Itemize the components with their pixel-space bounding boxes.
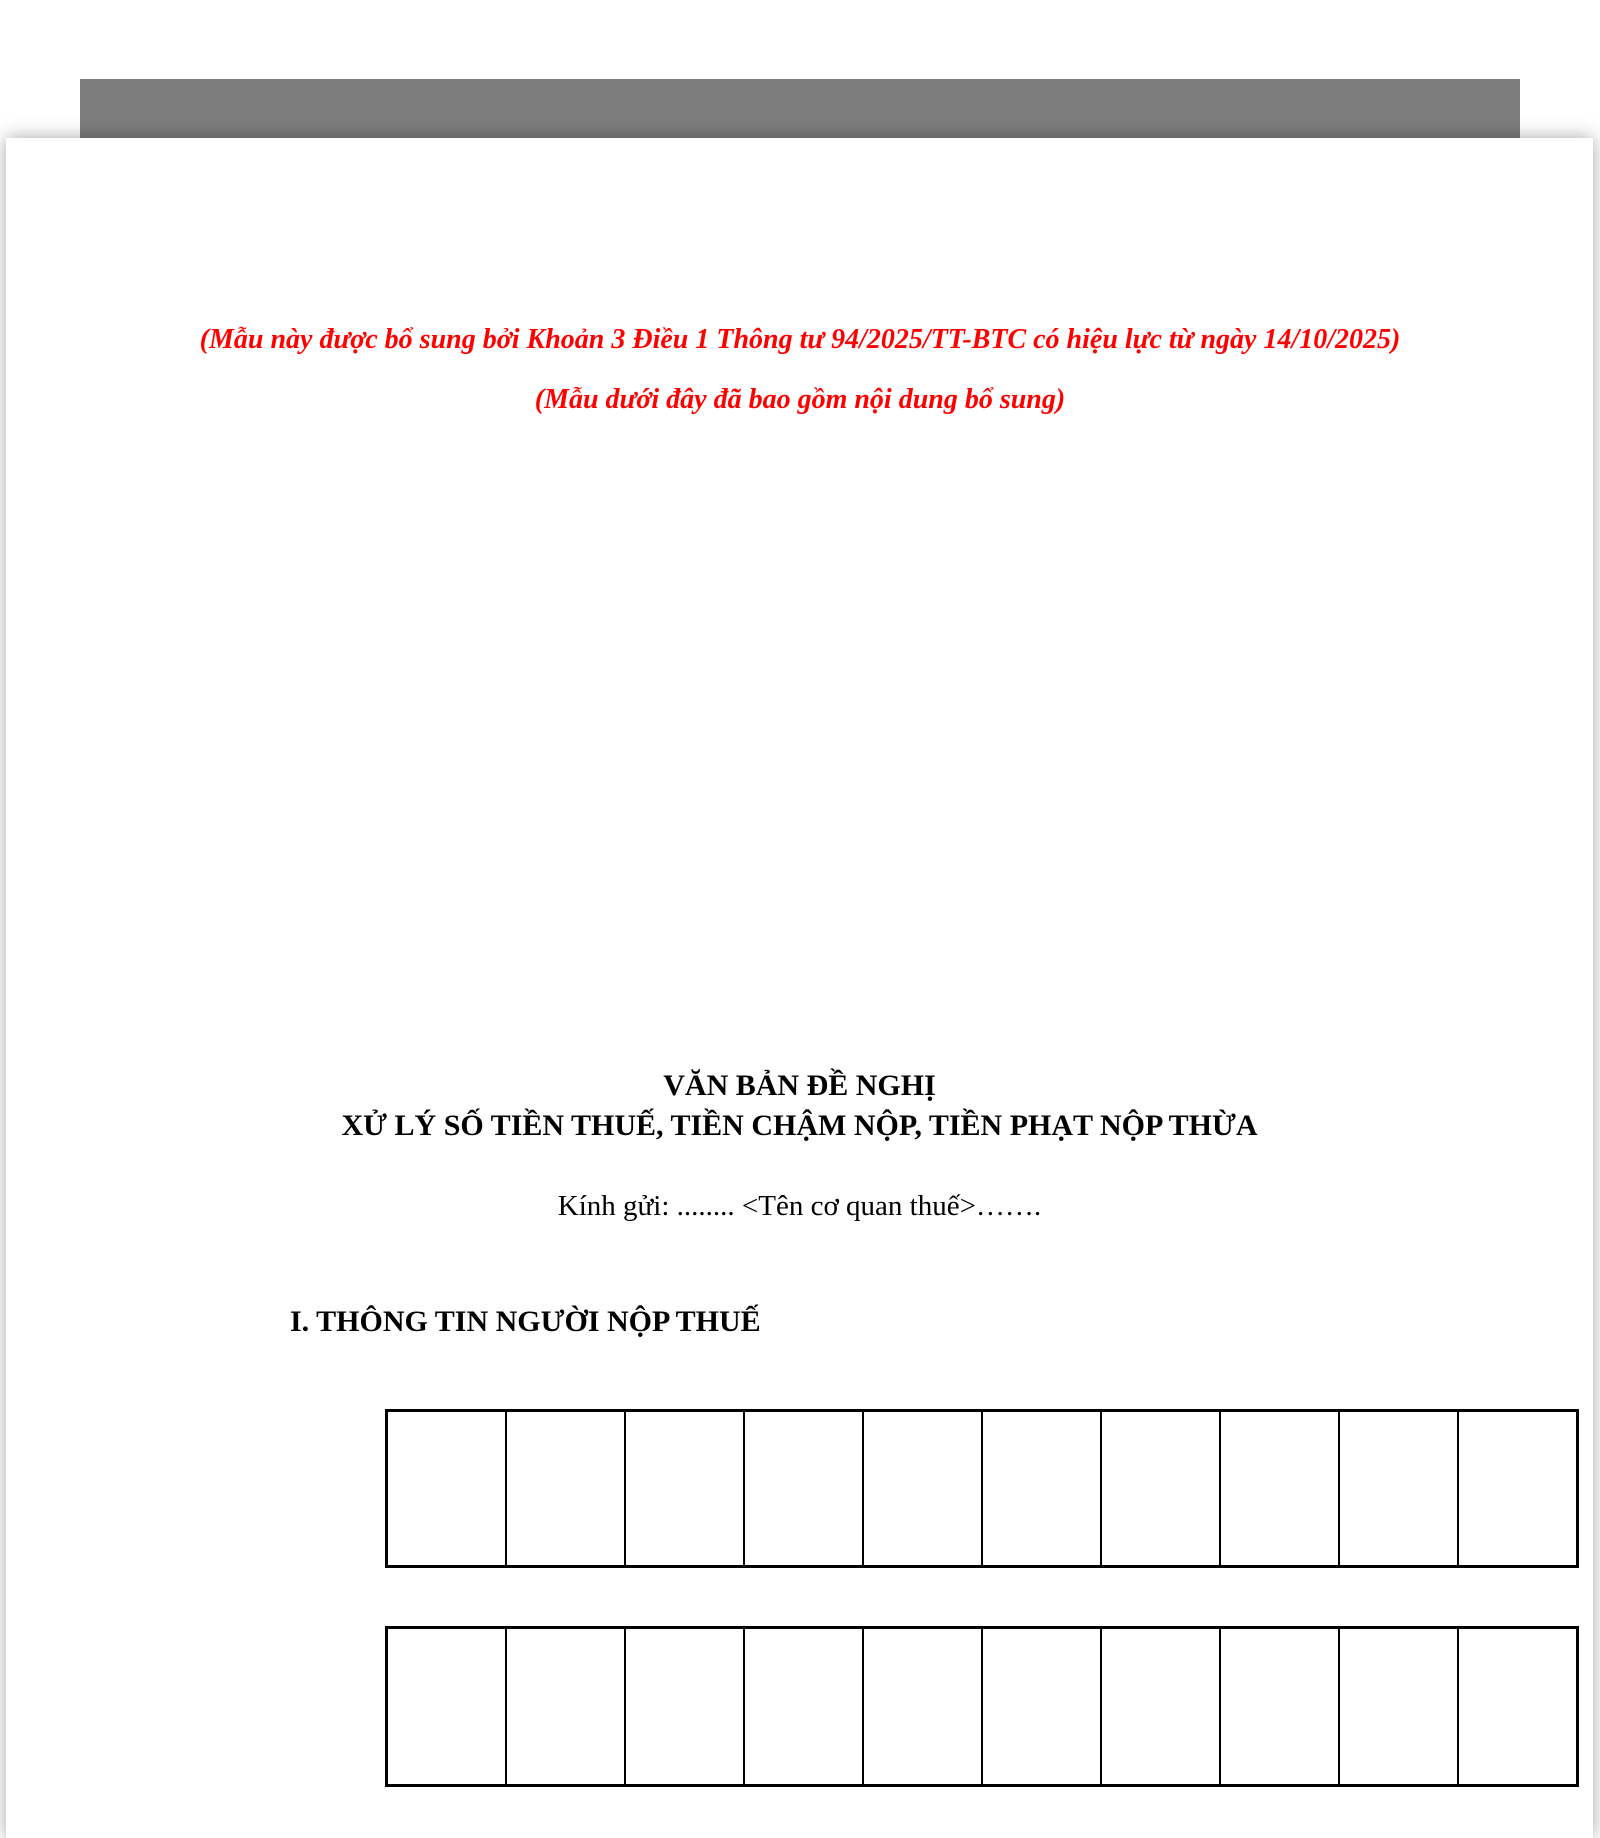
tax-code-digit-cell: [1100, 1629, 1219, 1784]
inclusion-note: (Mẫu dưới đây đã bao gồm nội dung bổ sung): [534, 384, 1066, 415]
tax-code-digit-cell: [981, 1412, 1100, 1565]
document-page: [6, 138, 1593, 1838]
tax-code-digit-cell: [743, 1629, 862, 1784]
tax-code-digit-cell: [505, 1629, 624, 1784]
tax-code-digit-cell: [1219, 1412, 1338, 1565]
salutation-line: Kính gửi: ........ <Tên cơ quan thuế>…….: [557, 1190, 1042, 1222]
tax-code-digit-cell: [505, 1412, 624, 1565]
tax-code-digit-cell: [1457, 1412, 1576, 1565]
amendment-note: (Mẫu này được bổ sung bởi Khoản 3 Điều 1 Thông tư 94/2025/TT-BTC có hiệu lực từ ngày 14/10/2025): [199, 324, 1401, 355]
tax-code-box-row1: [385, 1409, 1579, 1568]
tax-code-digit-cell: [981, 1629, 1100, 1784]
tax-code-digit-cell: [388, 1412, 505, 1565]
section1-heading: I. THÔNG TIN NGƯỜI NỘP THUẾ: [290, 1305, 761, 1338]
tax-code-digit-cell: [1100, 1412, 1219, 1565]
document-title-line2: XỬ LÝ SỐ TIỀN THUẾ, TIỀN CHẬM NỘP, TIỀN PHẠT NỘP THỪA: [341, 1109, 1258, 1142]
tax-code-digit-cell: [388, 1629, 505, 1784]
tax-code-digit-cell: [624, 1412, 743, 1565]
tax-code-digit-cell: [1457, 1629, 1576, 1784]
tax-code-digit-cell: [1219, 1629, 1338, 1784]
editorial-notes: [174, 321, 1426, 418]
document-title: [6, 1066, 1593, 1146]
tax-code-digit-cell: [743, 1412, 862, 1565]
tax-code-digit-cell: [624, 1629, 743, 1784]
tax-code-digit-cell: [862, 1629, 981, 1784]
tax-code-digit-cell: [1338, 1412, 1457, 1565]
document-title-line1: VĂN BẢN ĐỀ NGHỊ: [663, 1069, 936, 1102]
tax-code-digit-cell: [862, 1412, 981, 1565]
tax-code-box-row2: [385, 1626, 1579, 1787]
tax-code-digit-cell: [1338, 1629, 1457, 1784]
